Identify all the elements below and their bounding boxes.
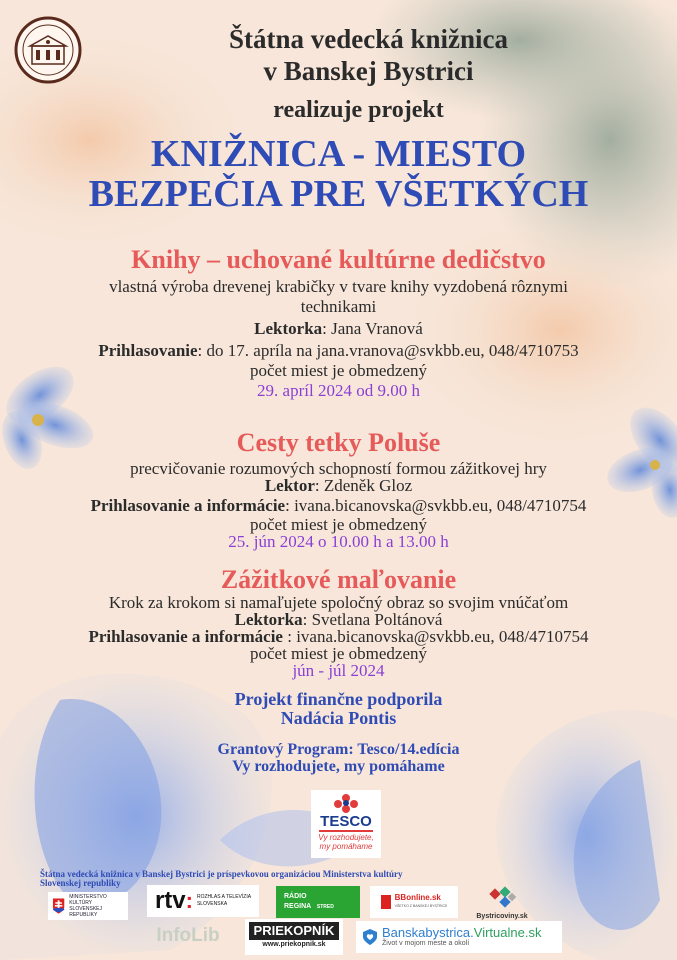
bbonline-logo — [370, 886, 458, 918]
event-1-registration — [0, 341, 677, 361]
event-1-description-line1: vlastná výroba drevenej krabičky v tvare knihy vyzdobená rôznymi — [109, 277, 568, 296]
subtitle: realizuje projekt — [273, 97, 444, 123]
footer-note-line2: Slovenskej republiky — [40, 878, 121, 888]
priekopnik-wordmark: PRIEKOPNÍK — [249, 922, 339, 940]
tesco-slogan-line1: Vy rozhodujete, — [318, 833, 374, 842]
bbonline-subtitle: VŠETKO Z BANSKEJ BYSTRICE — [394, 904, 448, 908]
event-3-lecturer-value: : Svetlana Poltánová — [302, 610, 443, 629]
tesco-logo — [311, 790, 381, 858]
shield-heart-icon — [362, 928, 378, 946]
event-1-date: 29. apríl 2024 od 9.00 h — [257, 381, 420, 400]
rtvs-sub-line2: SLOVENSKA — [196, 901, 228, 907]
bystricoviny-wordmark: Bystricoviny.sk — [476, 913, 528, 920]
grant-line1: Grantový Program: Tesco/14.edícia — [217, 741, 460, 758]
event-3-registration-label: Prihlasovanie a informácie — [88, 627, 283, 646]
institution-name-line1: Štátna vedecká knižnica — [228, 24, 509, 54]
event-3-title: Zážitkové maľovanie — [220, 565, 457, 594]
bystricoviny-icon — [487, 886, 517, 908]
radio-regina-line2: REGINA — [284, 903, 311, 910]
project-title-line1: KNIŽNICA - MIESTO — [150, 133, 527, 175]
virtualne-wordmark-part2: Virtualne.sk — [473, 925, 542, 940]
radio-regina-line1: RÁDIO — [284, 893, 307, 900]
event-3-date: jún - júl 2024 — [292, 661, 385, 680]
event-2-lecturer — [0, 476, 677, 496]
event-1-registration-label: Prihlasovanie — [98, 341, 198, 360]
event-1-lecturer-label: Lektorka — [254, 319, 323, 338]
infolib-logo — [147, 921, 229, 951]
event-2-capacity: počet miest je obmedzený — [249, 515, 428, 534]
event-2-title: Cesty tetky Poluše — [236, 428, 441, 457]
radio-regina-logo — [276, 886, 360, 918]
bystricoviny-logo — [474, 886, 530, 924]
rtvs-sub-line1: ROZHLAS A TELEVÍZIA — [196, 894, 252, 900]
event-2-description: precvičovanie rozumových schopností formou zážitkovej hry — [130, 459, 547, 478]
event-1-title: Knihy – uchované kultúrne dedičstvo — [131, 245, 546, 274]
event-2-registration-label: Prihlasovanie a informácie — [90, 496, 286, 515]
priekopnik-logo — [245, 919, 343, 955]
radio-regina-line3: STRED — [316, 904, 334, 910]
event-1-description-line2: technikami — [300, 297, 377, 316]
event-2-date: 25. jún 2024 o 10.00 h a 13.00 h — [228, 532, 449, 551]
virtualne-subtitle: Život v mojom meste a okolí — [382, 940, 470, 947]
event-3-lecturer-label: Lektorka — [234, 610, 303, 629]
bbonline-icon — [381, 895, 391, 909]
event-3-capacity: počet miest je obmedzený — [249, 644, 428, 663]
event-1-lecturer-value: : Jana Vranová — [322, 319, 423, 338]
ministry-logo-line2: KULTÚRY — [69, 900, 93, 906]
ministry-of-culture-logo — [48, 892, 128, 920]
virtualne-wordmark-part1: Banskabystrica. — [382, 925, 474, 940]
event-2-lecturer-label: Lektor — [264, 476, 315, 495]
tesco-wordmark: TESCO — [320, 813, 372, 830]
grant-line2: Vy rozhodujete, my pomáhame — [232, 758, 445, 775]
tesco-slogan-line2: my pomáhame — [319, 842, 373, 851]
event-2-registration — [0, 496, 677, 516]
event-3-description: Krok za krokom si namaľujete spoločný obraz so svojim vnúčaťom — [108, 593, 569, 612]
project-title-line2: BEZPEČIA PRE VŠETKÝCH — [88, 173, 589, 215]
infolib-wordmark: InfoLib — [156, 925, 220, 946]
event-1-registration-value: : do 17. apríla na jana.vranova@svkbb.eu, 048/4710753 — [197, 341, 579, 360]
support-line1: Projekt finančne podporila — [234, 689, 443, 709]
bbonline-wordmark: BBonline.sk — [394, 893, 441, 902]
event-1-capacity: počet miest je obmedzený — [249, 361, 428, 380]
rtvs-wordmark: rtv — [154, 887, 186, 914]
ministry-logo-line1: MINISTERSTVO — [69, 894, 107, 900]
footer-note-line1: Štátna vedecká knižnica v Banskej Bystrici je príspevkovou organizáciou Ministerstva kultúry — [40, 869, 403, 879]
institution-name-line2: v Banskej Bystrici — [263, 56, 474, 86]
priekopnik-url: www.priekopnik.sk — [262, 941, 326, 948]
support-line2: Nadácia Pontis — [280, 708, 397, 728]
event-3-registration-value: : ivana.bicanovska@svkbb.eu, 048/4710754 — [282, 627, 589, 646]
banskabystrica-virtualne-logo — [356, 921, 562, 953]
ministry-logo-line3: SLOVENSKEJ REPUBLIKY — [69, 906, 103, 918]
event-1-lecturer — [0, 319, 677, 339]
slovak-coat-of-arms-icon — [52, 897, 65, 915]
event-2-registration-value: : ivana.bicanovska@svkbb.eu, 048/4710754 — [285, 496, 587, 515]
rtvs-logo: rtv : ROZHLAS A TELEVÍZIA SLOVENSKA — [147, 885, 259, 917]
event-2-lecturer-value: : Zdeněk Gloz — [314, 476, 413, 495]
